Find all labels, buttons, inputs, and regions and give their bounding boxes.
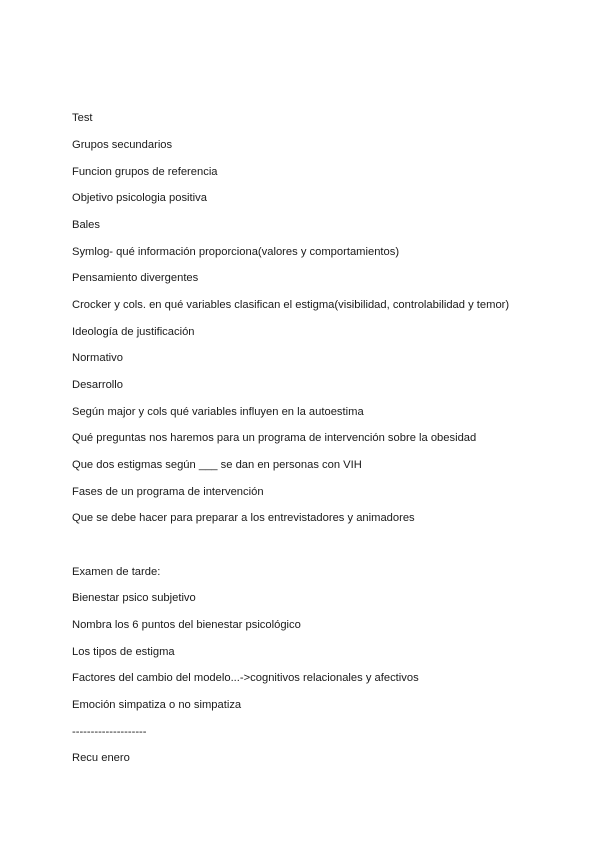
text-line: Test (72, 112, 93, 124)
text-line: Crocker y cols. en qué variables clasifican el estigma(visibilidad, controlabilidad y temor) (72, 299, 510, 311)
text-line: Objetivo psicologia positiva (72, 192, 207, 204)
text-line: Según major y cols qué variables influyen en la autoestima (72, 406, 364, 418)
text-line: Funcion grupos de referencia (72, 166, 218, 178)
text-line: Que se debe hacer para preparar a los entrevistadores y animadores (72, 512, 415, 524)
text-line: Bienestar psico subjetivo (72, 592, 196, 604)
text-line: Los tipos de estigma (72, 646, 175, 658)
text-line: Symlog- qué información proporciona(valores y comportamientos) (72, 246, 400, 258)
text-line: Fases de un programa de intervención (72, 486, 264, 498)
text-line: Grupos secundarios (72, 139, 173, 151)
text-line: Emoción simpatiza o no simpatiza (72, 699, 242, 711)
text-line: Normativo (72, 352, 123, 364)
text-line: Nombra los 6 puntos del bienestar psicológico (72, 619, 301, 631)
text-line: Factores del cambio del modelo...->cognitivos relacionales y afectivos (72, 672, 419, 684)
text-line: Que dos estigmas según ___ se dan en personas con VIH (72, 459, 362, 471)
text-line: Ideología de justificación (72, 326, 195, 338)
text-line: Bales (72, 219, 100, 231)
separator-line: -------------------- (72, 726, 147, 738)
text-line: Qué preguntas nos haremos para un programa de intervención sobre la obesidad (72, 432, 477, 444)
text-line: Desarrollo (72, 379, 123, 391)
section-heading: Examen de tarde: (72, 566, 161, 578)
text-line: Recu enero (72, 752, 130, 764)
text-line: Pensamiento divergentes (72, 272, 199, 284)
